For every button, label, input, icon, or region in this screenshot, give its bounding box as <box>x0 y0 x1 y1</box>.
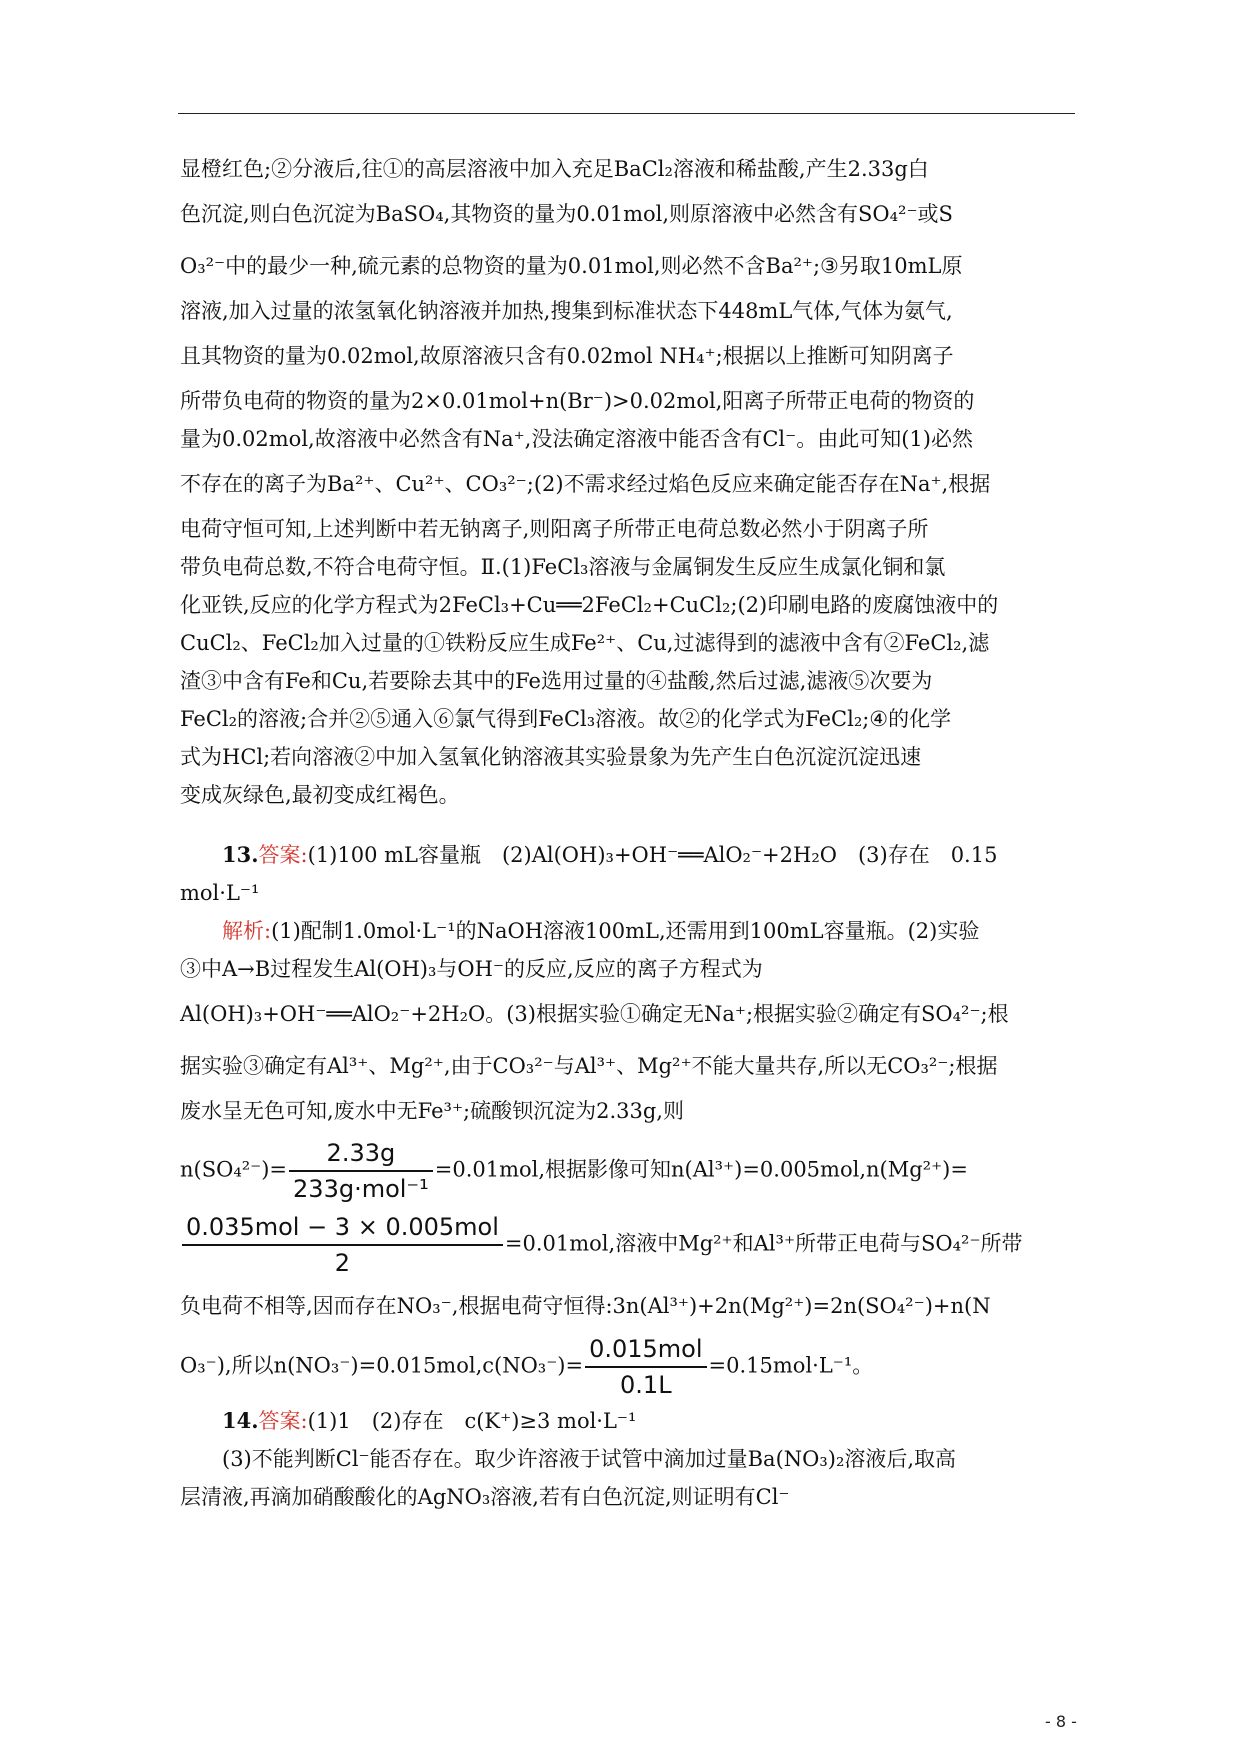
text-line: 量为0.02mol,故溶液中必然含有Na⁺,没法确定溶液中能否含有Cl⁻。由此可知(1)必然 <box>180 427 973 451</box>
page-number: - 8 - <box>1045 1712 1077 1731</box>
q14-answer-line <box>180 1402 1085 1440</box>
fraction-numerator: 2.33g <box>289 1136 433 1172</box>
text-line: 渣③中含有Fe和Cu,若要除去其中的Fe选用过量的④盐酸,然后过滤,滤液⑤次要为 <box>180 669 933 693</box>
question-number: 14. <box>222 1408 259 1433</box>
fraction-denominator: 233g·mol⁻¹ <box>293 1175 429 1203</box>
fraction <box>585 1332 706 1402</box>
text-line: 负电荷不相等,因而存在NO₃⁻,根据电荷守恒得:3n(Al³⁺)+2n(Mg²⁺)=2n(SO₄²⁻)+n(N <box>180 1294 991 1318</box>
fraction-denominator: 2 <box>334 1249 351 1277</box>
text-line: 废水呈无色可知,废水中无Fe³⁺;硫酸钡沉淀为2.33g,则 <box>180 1099 684 1123</box>
answer-label: 答案: <box>258 843 308 867</box>
answer-text: (1)1 (2)存在 c(K⁺)≥3 mol·L⁻¹ <box>307 1409 637 1433</box>
text-line: mol·L⁻¹ <box>180 881 260 905</box>
text-line: 且其物资的量为0.02mol,故原溶液只含有0.02mol NH₄⁺;根据以上推断可知阴离子 <box>180 344 954 368</box>
formula-right: =0.01mol,溶液中Mg²⁺和Al³⁺所带正电荷与SO₄²⁻所带 <box>504 1231 1023 1256</box>
text-line: Al(OH)₃+OH⁻══AlO₂⁻+2H₂O。(3)根据实验①确定无Na⁺;根据实验②确定有SO₄²⁻;根 <box>180 1002 1009 1026</box>
analysis-label: 解析: <box>222 919 272 943</box>
answer-text: (1)100 mL容量瓶 (2)Al(OH)₃+OH⁻══AlO₂⁻+2H₂O (3)存在 0.15 <box>307 843 998 867</box>
answer-label: 答案: <box>258 1409 308 1433</box>
formula-right: =0.01mol,根据影像可知n(Al³⁺)=0.005mol,n(Mg²⁺)= <box>434 1157 968 1182</box>
text-line: 化亚铁,反应的化学方程式为2FeCl₃+Cu══2FeCl₂+CuCl₂;(2)印刷电路的废腐蚀液中的 <box>180 593 999 617</box>
body-text <box>180 150 1085 1516</box>
question-number: 13. <box>222 842 259 867</box>
q13-analysis-line <box>180 912 1085 950</box>
formula-right: =0.15mol·L⁻¹。 <box>708 1353 874 1378</box>
text-line: O₃²⁻中的最少一种,硫元素的总物资的量为0.01mol,则必然不含Ba²⁺;③另取10mL原 <box>180 254 963 278</box>
fraction <box>182 1210 503 1280</box>
text-line: 变成灰绿色,最初变成红褐色。 <box>180 783 460 807</box>
formula-line <box>180 1332 1085 1402</box>
text-line: 显橙红色;②分液后,往①的高层溶液中加入充足BaCl₂溶液和稀盐酸,产生2.33g白 <box>180 157 929 181</box>
fraction-denominator: 0.1L <box>620 1371 672 1399</box>
q13-answer-line <box>180 836 1085 874</box>
text-line: (3)不能判断Cl⁻能否存在。取少许溶液于试管中滴加过量Ba(NO₃)₂溶液后,取高 <box>222 1447 957 1471</box>
text-line: 式为HCl;若向溶液②中加入氢氧化钠溶液其实验景象为先产生白色沉淀沉淀迅速 <box>180 745 922 769</box>
text-line: 溶液,加入过量的浓氢氧化钠溶液并加热,搜集到标准状态下448mL气体,气体为氨气, <box>180 299 953 323</box>
text-line: 所带负电荷的物资的量为2×0.01mol+n(Br⁻)>0.02mol,阳离子所带正电荷的物资的 <box>180 389 975 413</box>
text-line: 不存在的离子为Ba²⁺、Cu²⁺、CO₃²⁻;(2)不需求经过焰色反应来确定能否存在Na⁺,根据 <box>180 472 991 496</box>
formula-line <box>180 1210 1085 1280</box>
text-line: 层清液,再滴加硝酸酸化的AgNO₃溶液,若有白色沉淀,则证明有Cl⁻ <box>180 1485 790 1509</box>
text-line: CuCl₂、FeCl₂加入过量的①铁粉反应生成Fe²⁺、Cu,过滤得到的滤液中含有②FeCl₂,滤 <box>180 631 990 655</box>
formula-line <box>180 1136 1085 1206</box>
text-line: FeCl₂的溶液;合并②⑤通入⑥氯气得到FeCl₃溶液。故②的化学式为FeCl₂;④的化学 <box>180 707 952 731</box>
text-line: 电荷守恒可知,上述判断中若无钠离子,则阳离子所带正电荷总数必然小于阴离子所 <box>180 517 929 541</box>
text-line: 据实验③确定有Al³⁺、Mg²⁺,由于CO₃²⁻与Al³⁺、Mg²⁺不能大量共存,所以无CO₃²⁻;根据 <box>180 1054 998 1078</box>
header-rule <box>178 113 1075 114</box>
analysis-text: (1)配制1.0mol·L⁻¹的NaOH溶液100mL,还需用到100mL容量瓶。(2)实验 <box>271 919 980 943</box>
fraction-numerator: 0.015mol <box>585 1332 706 1368</box>
formula-left: n(SO₄²⁻)= <box>180 1157 288 1182</box>
fraction-numerator: 0.035mol − 3 × 0.005mol <box>182 1210 503 1246</box>
text-line: 色沉淀,则白色沉淀为BaSO₄,其物资的量为0.01mol,则原溶液中必然含有SO₄²⁻或S <box>180 202 953 226</box>
fraction <box>289 1136 433 1206</box>
text-line: 带负电荷总数,不符合电荷守恒。Ⅱ.(1)FeCl₃溶液与金属铜发生反应生成氯化铜和氯 <box>180 555 946 579</box>
text-line: ③中A→B过程发生Al(OH)₃与OH⁻的反应,反应的离子方程式为 <box>180 957 763 981</box>
formula-left: O₃⁻),所以n(NO₃⁻)=0.015mol,c(NO₃⁻)= <box>180 1353 584 1378</box>
